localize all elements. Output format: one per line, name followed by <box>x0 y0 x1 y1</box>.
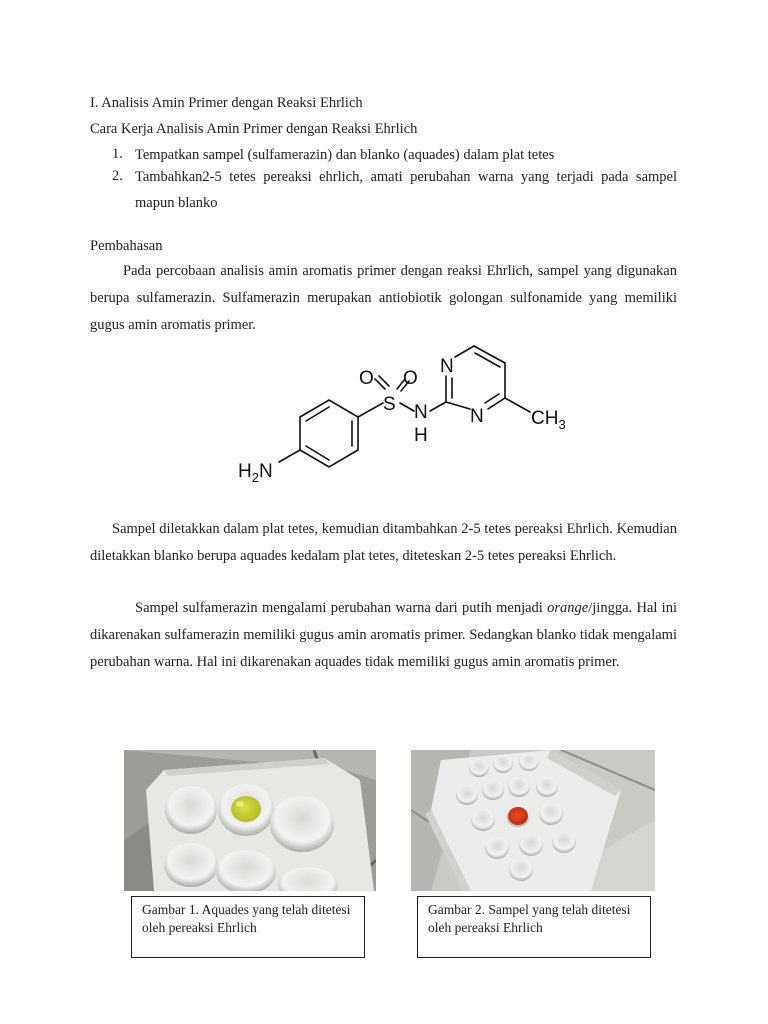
figure-1-photo <box>124 750 376 891</box>
bond-c4-n3 <box>488 398 505 409</box>
bond-s-n <box>400 403 414 411</box>
bond-s-o2 <box>397 379 409 391</box>
bond-ring-nh2 <box>279 450 300 462</box>
atom-h2n: $H_2N$ <box>238 461 273 485</box>
list-number: 1. <box>112 146 123 162</box>
p3-italic-orange: orange <box>547 600 589 616</box>
bond-c4-ch3 <box>505 398 530 412</box>
atom-s: S <box>383 394 396 415</box>
bond-c6-c5 <box>474 346 505 363</box>
atom-n-ring2: N <box>470 406 484 427</box>
yellow-spot <box>231 796 261 822</box>
figure-2-photo <box>411 750 655 891</box>
p3-text-start: Sampel sulfamerazin mengalami perubahan warna dari putih menjadi <box>135 600 548 616</box>
paragraph-1: Pada percobaan analisis amin aromatis primer dengan reaksi Ehrlich, sampel yang digunakan berupa sulfamerazin. Sulfamerazin merupakan antiobiotik golongan sulfonamide yang memiliki gugus amin aromatis primer. <box>90 263 677 333</box>
bond-ring-s <box>358 403 383 417</box>
figure-2-caption: Gambar 2. Sampel yang telah ditetesi oleh pereaksi Ehrlich <box>417 896 651 958</box>
section-heading: I. Analisis Amin Primer dengan Reaksi Ehrlich <box>90 95 363 111</box>
list-text: Tempatkan sampel (sulfamerazin) dan blanko (aquades) dalam plat tetes <box>135 147 555 163</box>
bond-c6-c5-double <box>475 353 500 367</box>
p3-text-end: /jingga. Hal ini dikarenakan sulfamerazin memiliki gugus amin aromatis primer. Sedangkan blanko tidak mengalami perubahan warna. Hal ini dikarenakan aquades tidak memiliki gugus amin aromatis primer. <box>90 600 677 670</box>
list-text: Tambahkan2-5 tetes pereaksi ehrlich, amati perubahan warna yang terjadi pada sampel mapun blanko <box>135 169 677 211</box>
atom-h: H <box>414 425 428 446</box>
bond-n3-c2 <box>446 402 470 409</box>
paragraph-3 <box>90 595 677 676</box>
atom-n-ring1: N <box>440 356 454 377</box>
bond-s-o1 <box>375 376 389 389</box>
atom-o1: O <box>359 368 374 389</box>
procedure-heading: Cara Kerja Analisis Amin Primer dengan Reaksi Ehrlich <box>90 121 418 137</box>
bond-n1-c6 <box>455 346 474 357</box>
atom-n: N <box>414 402 428 423</box>
benzene-ring <box>300 400 358 467</box>
benzene-inner-bonds <box>306 407 352 460</box>
paragraph-2: Sampel diletakkan dalam plat tetes, kemudian ditambahkan 2-5 tetes pereaksi Ehrlich. Kemudian diletakkan blanko berupa aquades kedalam plat tetes, diteteskan 2-5 tetes pereaksi Ehrlich. <box>90 521 677 564</box>
figure-1-caption: Gambar 1. Aquades yang telah ditetesi oleh pereaksi Ehrlich <box>131 896 365 958</box>
list-number: 2. <box>112 168 123 184</box>
atom-ch3: $CH_3$ <box>531 408 566 432</box>
bond-n-c2 <box>430 402 446 411</box>
bond-c4-n3-double <box>485 394 499 403</box>
red-spot <box>508 807 528 825</box>
discussion-title: Pembahasan <box>90 238 163 254</box>
atom-o2: O <box>403 368 418 389</box>
